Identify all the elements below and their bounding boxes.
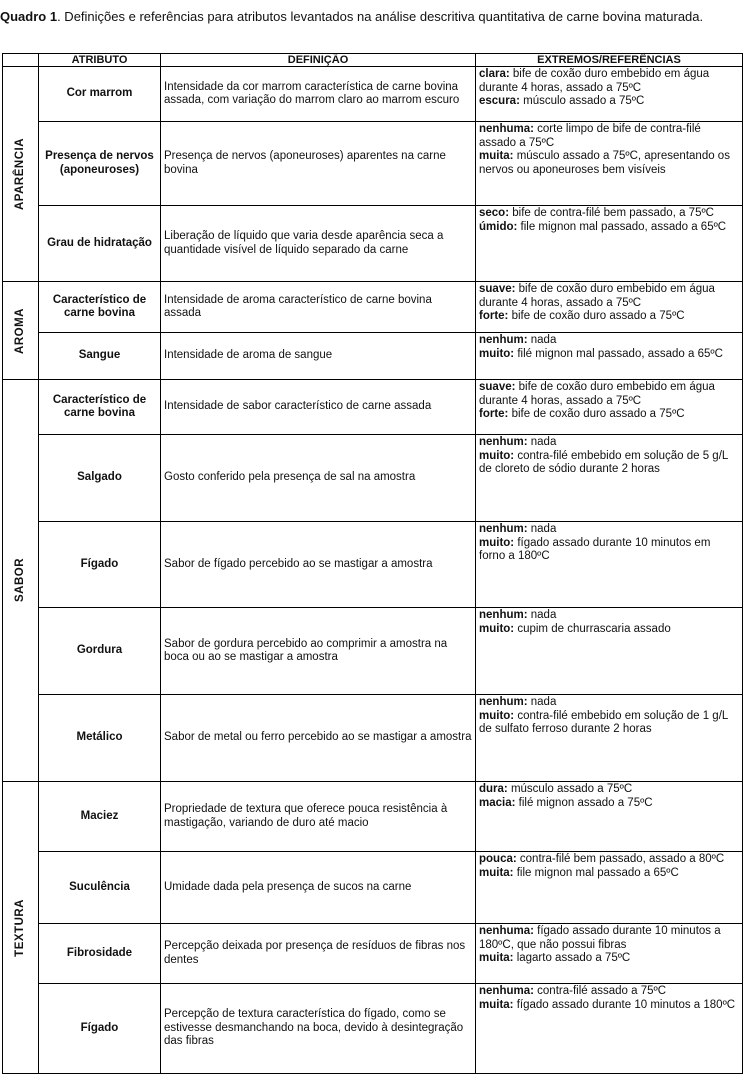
reference-cell [476,852,743,924]
reference-entry [479,952,739,966]
reference-value: filé mignon assado a 75ºC [515,796,653,809]
group-aparencia [3,67,39,282]
reference-value: fígado assado durante 10 minutos a 180ºC, que não possui fibras [479,925,721,951]
table-row [3,695,743,782]
reference-label: forte: [479,408,509,420]
group-textura [3,782,39,1074]
group-label: AROMA [13,307,26,354]
reference-entry [479,207,739,221]
group-label: TEXTURA [13,898,26,957]
reference-entry [479,696,739,710]
reference-label: nenhuma: [479,925,534,937]
reference-label: clara: [479,68,510,80]
attribute-cell: Salgado [39,435,161,522]
reference-cell [476,282,743,333]
reference-value: contra-filé assado a 75ºC [533,985,667,997]
reference-value: bife de coxão duro embebido em água durante 4 horas, assado a 75ºC [479,68,710,94]
reference-value: cupim de churrascaria assado [514,622,671,635]
reference-value: file mignon mal passado, assado a 65ºC [517,220,727,233]
reference-label: escura: [479,95,520,107]
reference-entry [479,609,739,623]
reference-entry [479,348,739,362]
attribute-cell: Cor marrom [39,67,161,122]
attribute-cell: Grau de hidratação [39,206,161,282]
definition-cell: Intensidade de aroma de sangue [161,333,476,380]
reference-value: file mignon mal passado a 65ºC [513,866,679,879]
reference-entry [479,797,739,811]
definition-cell: Liberação de líquido que varia desde aparência seca a quantidade visível de líquido separado da carne [161,206,476,282]
reference-cell [476,695,743,782]
reference-entry [479,999,739,1013]
reference-entry [479,150,739,177]
reference-value: filé mignon mal passado, assado a 65ºC [514,347,723,360]
reference-entry [479,68,739,95]
definition-cell: Sabor de gordura percebido ao comprimir a amostra na boca ou ao se mastigar a amostra [161,608,476,695]
reference-label: seco: [479,207,510,219]
reference-cell [476,67,743,122]
table-row [3,435,743,522]
attribute-cell: Fibrosidade [39,924,161,984]
table-row [3,984,743,1074]
header-extremos: EXTREMOS/REFERÊNCIAS [476,54,743,67]
reference-label: muita: [479,952,514,964]
reference-entry [479,310,739,324]
reference-label: muito: [479,449,515,462]
reference-label: suave: [479,381,516,393]
reference-entry [479,283,739,310]
attribute-cell: Fígado [39,984,161,1074]
reference-value: nada [527,609,557,621]
reference-label: nenhum: [479,334,528,346]
table-row [3,852,743,924]
reference-entry [479,408,739,422]
caption-text: . Definições e referências para atributos levantados na análise descritiva quantitativa de carne bovina maturada. [57,9,704,24]
definition-cell: Sabor de fígado percebido ao se mastigar a amostra [161,522,476,608]
attribute-cell: Característico de carne bovina [39,282,161,333]
reference-cell [476,984,743,1074]
reference-value: nada [527,436,557,448]
reference-value: lagarto assado a 75ºC [513,952,631,964]
reference-value: contra-filé embebido em solução de 1 g/L de sulfato ferroso durante 2 horas [479,709,728,735]
attribute-cell: Maciez [39,782,161,852]
attribute-cell: Gordura [39,608,161,695]
reference-value: bife de coxão duro embebido em água durante 4 horas, assado a 75ºC [479,381,715,407]
reference-entry [479,221,739,235]
reference-value: bife de coxão duro assado a 75ºC [508,408,685,420]
reference-label: muito: [479,347,515,360]
caption-label: Quadro 1 [0,9,58,24]
reference-value: corte limpo de bife de contra-filé assado a 75ºC [479,123,701,149]
definition-cell: Intensidade da cor marrom característica de carne bovina assada, com variação do marrom claro ao marrom escuro [161,67,476,122]
reference-value: contra-filé embebido em solução de 5 g/L de cloreto de sódio durante 2 horas [479,449,728,475]
definition-cell: Presença de nervos (aponeuroses) aparentes na carne bovina [161,122,476,206]
reference-label: muito: [479,709,515,722]
reference-value: músculo assado a 75ºC, apresentando os nervos ou aponeuroses bem visíveis [479,150,730,176]
reference-entry [479,436,739,450]
table-row [3,206,743,282]
header-definicao: DEFINIÇÃO [161,54,476,67]
reference-label: nenhum: [479,436,528,448]
reference-value: bife de contra-filé bem passado, a 75ºC [509,207,714,219]
reference-label: macia: [479,796,516,809]
group-sabor [3,380,39,782]
reference-entry [479,381,739,408]
reference-cell [476,782,743,852]
attribute-cell: Característico de carne bovina [39,380,161,435]
reference-entry [479,334,739,348]
reference-label: úmido: [479,220,518,233]
definition-cell: Percepção deixada por presença de resíduos de fibras nos dentes [161,924,476,984]
reference-label: pouca: [479,853,517,865]
reference-label: nenhuma: [479,123,534,135]
attribute-cell: Fígado [39,522,161,608]
group-label: SABOR [13,558,26,603]
reference-cell [476,380,743,435]
reference-label: muito: [479,622,515,635]
header-blank [3,54,39,67]
table-caption [0,7,744,26]
reference-label: dura: [479,783,508,795]
group-label: APARÊNCIA [13,137,26,210]
reference-label: nenhum: [479,523,528,535]
reference-cell [476,122,743,206]
reference-cell [476,522,743,608]
reference-value: bife de coxão duro assado a 75ºC [508,310,685,322]
reference-cell [476,206,743,282]
reference-entry [479,853,739,867]
reference-cell [476,608,743,695]
definition-cell: Intensidade de aroma característico de carne bovina assada [161,282,476,333]
reference-value: contra-filé bem passado, assado a 80ºC [516,853,725,865]
table-row [3,380,743,435]
reference-entry [479,450,739,477]
reference-value: músculo assado a 75ºC [507,783,633,795]
reference-cell [476,924,743,984]
reference-entry [479,867,739,881]
table-row [3,522,743,608]
definition-cell: Propriedade de textura que oferece pouca resistência à mastigação, variando de duro até macio [161,782,476,852]
table-row [3,924,743,984]
attribute-cell: Sangue [39,333,161,380]
table-row [3,282,743,333]
reference-label: forte: [479,310,509,322]
table-row [3,67,743,122]
reference-value: bife de coxão duro embebido em água durante 4 horas, assado a 75ºC [479,283,715,309]
reference-label: muita: [479,866,514,879]
reference-entry [479,95,739,109]
reference-entry [479,523,739,537]
reference-entry [479,985,739,999]
definition-cell: Intensidade de sabor característico de carne assada [161,380,476,435]
reference-label: nenhum: [479,696,528,708]
reference-label: suave: [479,283,516,295]
attributes-table [2,53,743,1074]
reference-value: nada [527,523,557,535]
reference-value: nada [527,696,557,708]
reference-label: muito: [479,536,515,549]
attribute-cell: Metálico [39,695,161,782]
table-row [3,608,743,695]
group-aroma [3,282,39,380]
definition-cell: Percepção de textura característica do fígado, como se estivesse desmanchando na boca, devido à desintegração das fibras [161,984,476,1074]
reference-entry [479,123,739,150]
reference-value: fígado assado durante 10 minutos em forno a 180ºC [479,536,711,562]
reference-entry [479,710,739,737]
table-row [3,333,743,380]
header-row [3,54,743,67]
table-row [3,122,743,206]
table-body [3,67,743,1074]
reference-entry [479,783,739,797]
reference-label: nenhuma: [479,985,534,997]
table-row [3,782,743,852]
definition-cell: Gosto conferido pela presença de sal na amostra [161,435,476,522]
reference-value: nada [527,334,557,346]
reference-entry [479,537,739,564]
definition-cell: Umidade dada pela presença de sucos na carne [161,852,476,924]
attribute-cell: Suculência [39,852,161,924]
definition-cell: Sabor de metal ou ferro percebido ao se mastigar a amostra [161,695,476,782]
reference-cell [476,435,743,522]
reference-value: músculo assado a 75ºC [519,95,645,107]
reference-label: muita: [479,150,514,162]
header-atributo: ATRIBUTO [39,54,161,67]
reference-label: nenhum: [479,609,528,621]
reference-label: muita: [479,998,514,1011]
reference-entry [479,925,739,952]
reference-value: fígado assado durante 10 minutos a 180ºC [513,998,736,1011]
reference-entry [479,623,739,637]
attribute-cell: Presença de nervos (aponeuroses) [39,122,161,206]
reference-cell [476,333,743,380]
